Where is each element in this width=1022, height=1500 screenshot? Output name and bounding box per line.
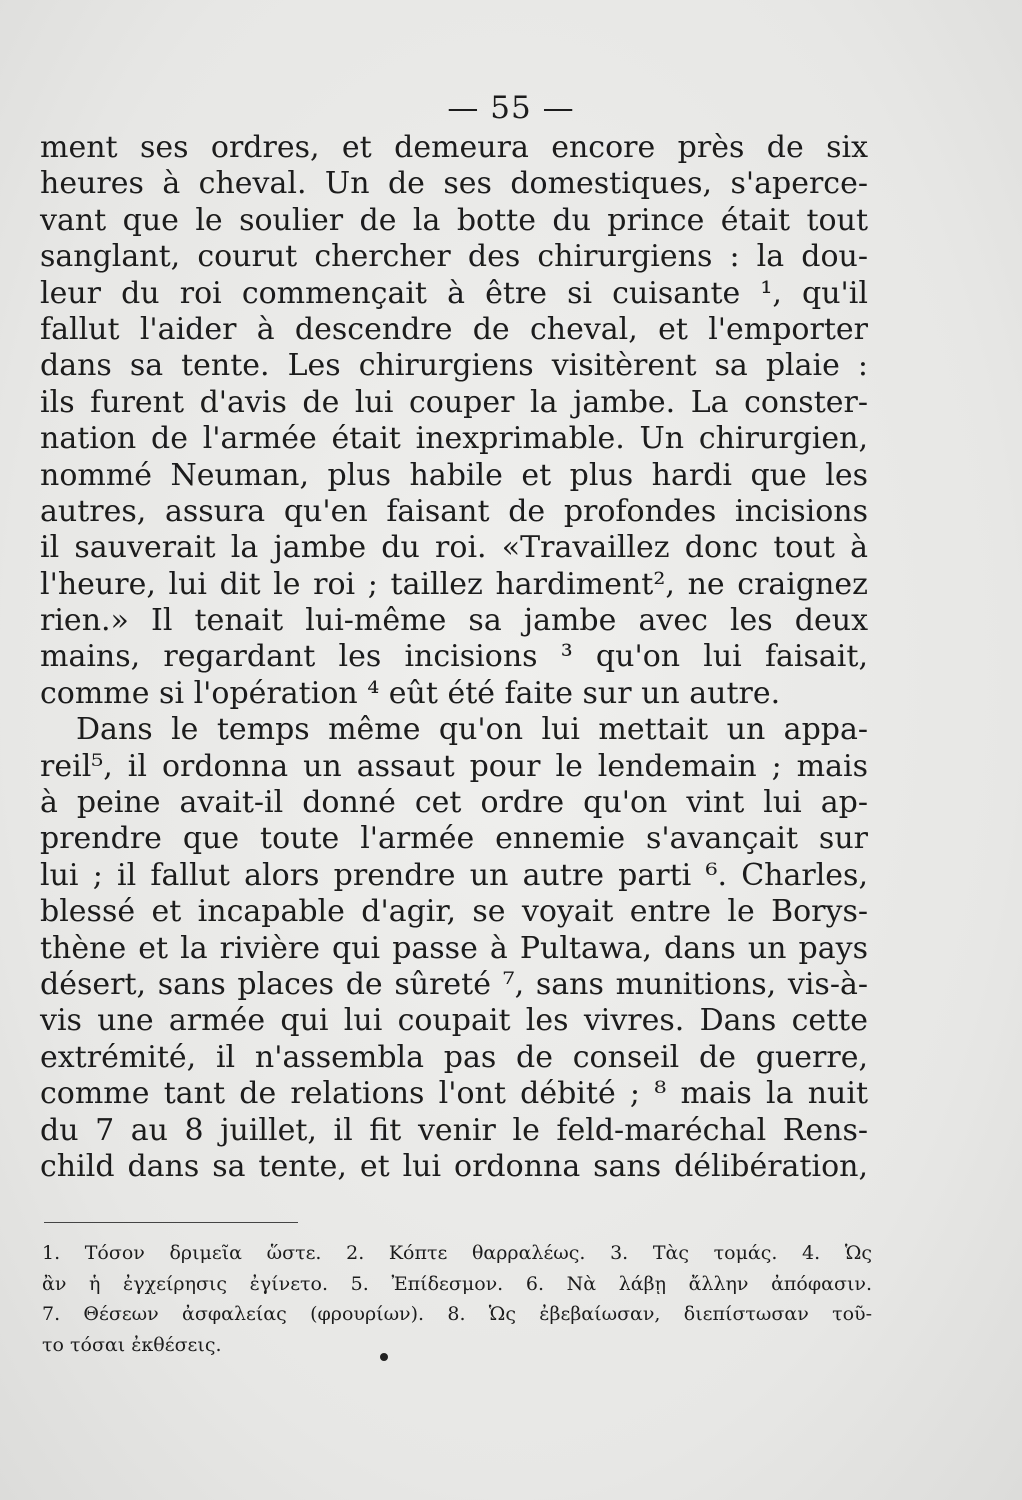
- text-line: il sauverait la jambe du roi. «Travaillez donc tout à: [40, 530, 868, 566]
- footnote-line: 1. Τόσον δριμεῖα ὥστε. 2. Κόπτε θαρραλέως. 3. Τὰς τομάς. 4. Ὡς: [42, 1242, 872, 1264]
- text-line: nommé Neuman, plus habile et plus hardi que les: [40, 457, 868, 493]
- ink-dot: [380, 1353, 388, 1361]
- footnote-line: ἂν ἡ ἐγχείρησις ἐγίνετο. 5. Ἐπίδεσμον. 6. Νὰ λάβῃ ἄλλην ἀπόφασιν.: [42, 1272, 872, 1295]
- text-line: vis une armée qui lui coupait les vivres. Dans cette: [40, 1003, 868, 1039]
- main-text: [40, 130, 868, 1185]
- text-line: prendre que toute l'armée ennemie s'avançait sur: [40, 821, 868, 857]
- text-line: mains, regardant les incisions ³ qu'on lui faisait,: [40, 639, 868, 675]
- text-line: à peine avait-il donné cet ordre qu'on vint lui ap-: [40, 785, 868, 821]
- text-line: du 7 au 8 juillet, il fit venir le feld-maréchal Rens-: [40, 1112, 868, 1148]
- text-line: désert, sans places de sûreté ⁷, sans munitions, vis-à-: [40, 966, 868, 1002]
- text-line: nation de l'armée était inexprimable. Un chirurgien,: [40, 421, 868, 457]
- text-line: comme si l'opération ⁴ eût été faite sur un autre.: [40, 675, 781, 711]
- text-line: reil⁵, il ordonna un assaut pour le lendemain ; mais: [40, 748, 868, 784]
- text-line: lui ; il fallut alors prendre un autre parti ⁶. Charles,: [40, 857, 868, 893]
- footnote-line: 7. Θέσεων ἀσφαλείας (φρουρίων). 8. Ὡς ἐβεβαίωσαν, διεπίστωσαν τοῦ-: [42, 1303, 872, 1325]
- text-line: fallut l'aider à descendre de cheval, et l'emporter: [40, 311, 868, 347]
- text-line: ils furent d'avis de lui couper la jambe. La conster-: [40, 384, 868, 420]
- text-line: extrémité, il n'assembla pas de conseil de guerre,: [40, 1039, 868, 1075]
- text-line: blessé et incapable d'agir, se voyait entre le Borys-: [40, 894, 868, 930]
- text-line: heures à cheval. Un de ses domestiques, s'aperce-: [40, 166, 868, 202]
- footnote-divider: [44, 1222, 298, 1223]
- text-line: leur du roi commençait à être si cuisante ¹, qu'il: [40, 275, 868, 311]
- text-line: sanglant, courut chercher des chirurgiens : la dou-: [40, 239, 868, 275]
- text-line: vant que le soulier de la botte du prince était tout: [40, 202, 868, 238]
- text-line: thène et la rivière qui passe à Pultawa, dans un pays: [40, 930, 868, 966]
- text-line: autres, assura qu'en faisant de profondes incisions: [40, 493, 868, 529]
- text-line: child dans sa tente, et lui ordonna sans délibération,: [40, 1148, 868, 1184]
- text-line: dans sa tente. Les chirurgiens visitèrent sa plaie :: [40, 348, 868, 384]
- footnote-line: το τόσαι ἐκθέσεις.: [42, 1333, 222, 1356]
- text-line: ment ses ordres, et demeura encore près de six: [40, 130, 868, 165]
- footnotes: [42, 1238, 872, 1360]
- text-line: rien.» Il tenait lui-même sa jambe avec les deux: [40, 603, 868, 639]
- page-number: — 55 —: [447, 90, 575, 126]
- text-line: l'heure, lui dit le roi ; taillez hardiment², ne craignez: [40, 566, 868, 602]
- paragraph-start-line: Dans le temps même qu'on lui mettait un appa-: [76, 712, 868, 748]
- text-line: comme tant de relations l'ont débité ; ⁸ mais la nuit: [40, 1076, 868, 1112]
